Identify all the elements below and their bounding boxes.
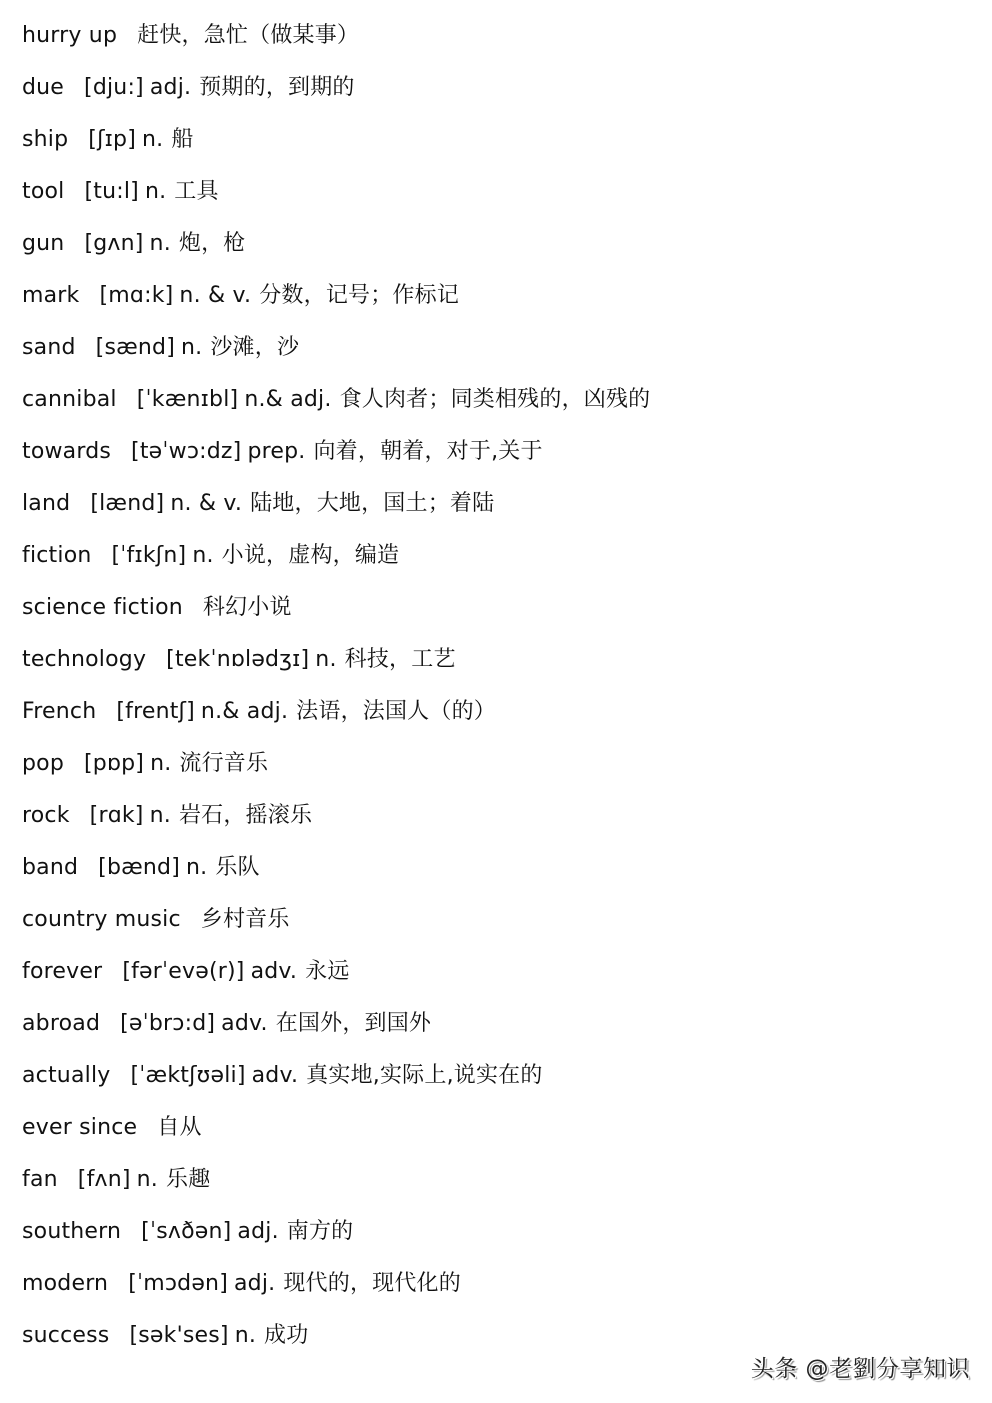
entry-phonetic: [rɑk]	[89, 803, 144, 828]
entry-phonetic: [lænd]	[90, 491, 165, 516]
entry-word: actually	[22, 1063, 111, 1088]
entry-meaning: 乐队	[215, 855, 260, 880]
entry-meaning: 科技，工艺	[344, 647, 456, 672]
entry-word: rock	[22, 803, 70, 828]
entry-pos: n.	[150, 751, 172, 776]
entry-phonetic: [əˈbrɔ:d]	[120, 1011, 216, 1036]
entry-phonetic: [ˈsʌðən]	[141, 1219, 232, 1244]
vocab-entry	[22, 330, 650, 382]
entry-phonetic: [sək'ses]	[129, 1323, 229, 1348]
vocab-entry	[22, 434, 650, 486]
entry-pos: n.	[192, 543, 214, 568]
entry-word: country music	[22, 907, 181, 932]
vocab-entry	[22, 954, 650, 1006]
entry-phonetic: [mɑ:k]	[99, 283, 174, 308]
vocab-entry	[22, 694, 650, 746]
vocab-entry	[22, 382, 650, 434]
entry-pos: n. & v.	[179, 283, 252, 308]
entry-phonetic: [fʌn]	[77, 1167, 131, 1192]
entry-pos: adj.	[149, 75, 192, 100]
entry-meaning: 现代的，现代化的	[283, 1271, 461, 1296]
entry-meaning: 船	[171, 127, 194, 152]
vocab-entry	[22, 1058, 650, 1110]
entry-pos: n.	[149, 803, 171, 828]
vocab-entry	[22, 538, 650, 590]
entry-word: ship	[22, 127, 69, 152]
entry-phonetic: [ˈæktʃʊəli]	[130, 1063, 246, 1088]
entry-pos: n.& adj.	[200, 699, 289, 724]
vocab-entry	[22, 1162, 650, 1214]
vocab-entry	[22, 122, 650, 174]
entry-pos: n.	[234, 1323, 257, 1348]
vocab-entry	[22, 278, 650, 330]
entry-phonetic: [tekˈnɒlədʒɪ]	[166, 647, 310, 672]
entry-meaning: 在国外，到国外	[275, 1011, 432, 1036]
entry-meaning: 永远	[305, 959, 350, 984]
entry-word: abroad	[22, 1011, 101, 1036]
vocab-entry	[22, 850, 650, 902]
entry-meaning: 炮，枪	[178, 231, 246, 256]
entry-meaning: 乐趣	[166, 1167, 211, 1192]
entry-meaning: 法语，法国人（的）	[296, 699, 496, 724]
entry-pos: adj.	[237, 1219, 279, 1244]
entry-word: hurry up	[22, 23, 118, 48]
entry-word: technology	[22, 647, 147, 672]
entry-pos: n.	[136, 1167, 158, 1192]
vocabulary-list	[22, 18, 650, 1370]
entry-meaning: 小说，虚构，编造	[221, 543, 400, 568]
entry-meaning: 分数，记号；作标记	[259, 283, 460, 308]
entry-pos: n.	[186, 855, 208, 880]
entry-phonetic: [ˈkænɪbl]	[136, 387, 239, 412]
entry-word: band	[22, 855, 79, 880]
vocab-entry	[22, 642, 650, 694]
entry-meaning: 成功	[264, 1323, 309, 1348]
vocab-entry	[22, 590, 650, 642]
entry-meaning: 预期的，到期的	[199, 75, 355, 100]
vocab-entry	[22, 746, 650, 798]
vocab-entry	[22, 1006, 650, 1058]
entry-meaning: 南方的	[286, 1219, 354, 1244]
entry-meaning: 食人肉者；同类相残的，凶残的	[339, 387, 651, 412]
entry-word: due	[22, 75, 65, 100]
entry-pos: n.	[142, 127, 164, 152]
entry-phonetic: [tu:l]	[84, 179, 139, 204]
vocab-entry	[22, 1318, 650, 1370]
entry-pos: n.	[315, 647, 337, 672]
vocab-entry	[22, 1266, 650, 1318]
entry-word: ever since	[22, 1115, 138, 1140]
entry-word: success	[22, 1323, 110, 1348]
entry-phonetic: [bænd]	[98, 855, 180, 880]
entry-pos: n. & v.	[170, 491, 243, 516]
vocab-entry	[22, 902, 650, 954]
entry-pos: adv.	[221, 1011, 268, 1036]
entry-pos: adj.	[233, 1271, 276, 1296]
watermark: 头条 @老劉分享知识	[750, 1356, 970, 1382]
entry-word: tool	[22, 179, 65, 204]
entry-word: cannibal	[22, 387, 117, 412]
entry-word: mark	[22, 283, 80, 308]
entry-pos: n.	[181, 335, 203, 360]
entry-meaning: 乡村音乐	[200, 907, 290, 932]
entry-word: French	[22, 699, 97, 724]
entry-phonetic: [ˈfɪkʃn]	[111, 543, 187, 568]
entry-meaning: 科幻小说	[202, 595, 292, 620]
entry-pos: n.	[149, 231, 171, 256]
entry-pos: n.& adj.	[244, 387, 332, 412]
entry-pos: adv.	[250, 959, 298, 984]
entry-word: southern	[22, 1219, 122, 1244]
entry-phonetic: [ˈmɔdən]	[128, 1271, 228, 1296]
entry-pos: n.	[144, 179, 167, 204]
entry-word: modern	[22, 1271, 109, 1296]
vocab-entry	[22, 1214, 650, 1266]
entry-word: sand	[22, 335, 76, 360]
entry-word: gun	[22, 231, 65, 256]
entry-pos: adv.	[251, 1063, 299, 1088]
vocab-entry	[22, 798, 650, 850]
vocab-entry	[22, 18, 650, 70]
entry-word: towards	[22, 439, 112, 464]
entry-phonetic: [pɒp]	[84, 751, 145, 776]
entry-word: fiction	[22, 543, 92, 568]
entry-word: science fiction	[22, 595, 183, 620]
entry-word: fan	[22, 1167, 58, 1192]
entry-phonetic: [dju:]	[84, 75, 144, 100]
entry-meaning: 流行音乐	[179, 751, 269, 776]
entry-phonetic: [gʌn]	[84, 231, 144, 256]
vocab-entry	[22, 1110, 650, 1162]
entry-pos: prep.	[247, 439, 306, 464]
vocab-entry	[22, 226, 650, 278]
entry-phonetic: [frentʃ]	[116, 699, 195, 724]
entry-word: land	[22, 491, 71, 516]
entry-meaning: 向着，朝着，对于,关于	[313, 439, 543, 464]
vocab-entry	[22, 70, 650, 122]
entry-phonetic: [fərˈevə(r)]	[122, 959, 245, 984]
entry-phonetic: [ʃɪp]	[88, 127, 136, 152]
entry-meaning: 真实地,实际上,说实在的	[306, 1063, 543, 1088]
entry-meaning: 陆地，大地，国土；着陆	[250, 491, 495, 516]
vocab-entry	[22, 174, 650, 226]
entry-meaning: 赶快，急忙（做某事）	[137, 23, 360, 48]
entry-phonetic: [sænd]	[95, 335, 175, 360]
entry-meaning: 工具	[174, 179, 219, 204]
entry-word: forever	[22, 959, 103, 984]
entry-phonetic: [təˈwɔ:dz]	[131, 439, 242, 464]
entry-meaning: 自从	[157, 1115, 202, 1140]
entry-meaning: 沙滩，沙	[210, 335, 300, 360]
entry-meaning: 岩石，摇滚乐	[178, 803, 313, 828]
entry-word: pop	[22, 751, 64, 776]
vocab-entry	[22, 486, 650, 538]
